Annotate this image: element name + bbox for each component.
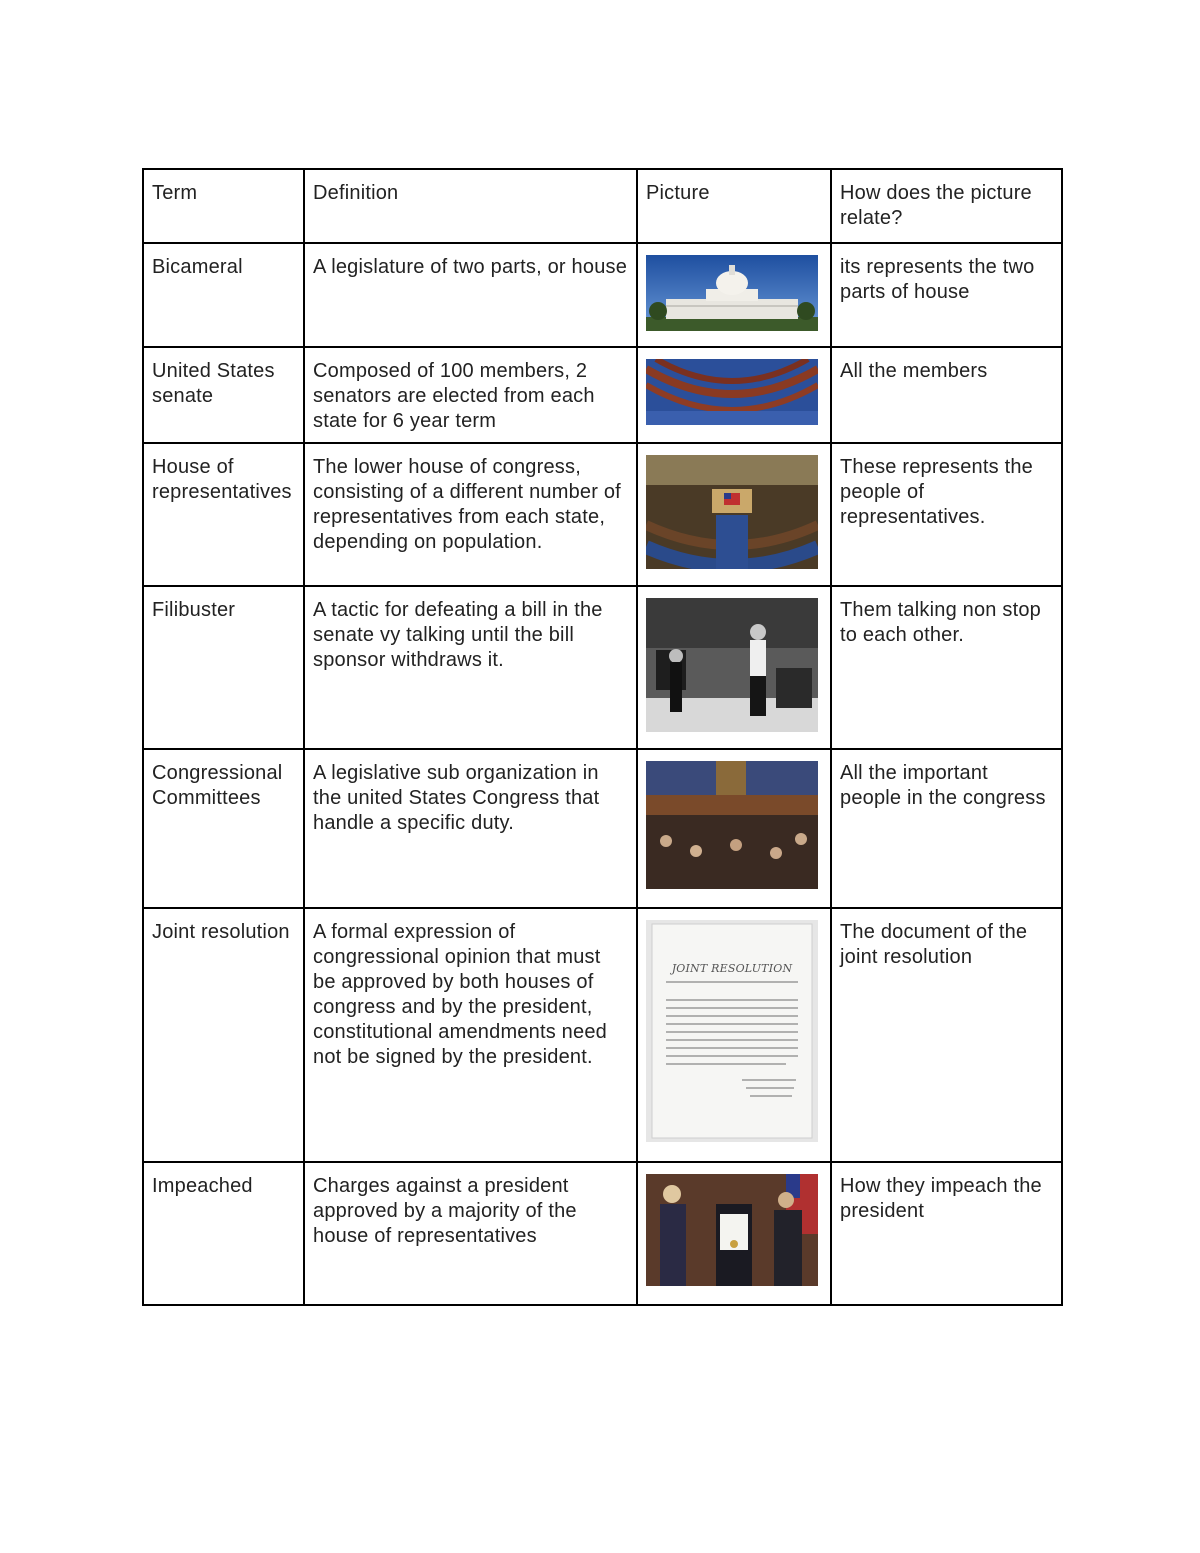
definition-cell: Composed of 100 members, 2 senators are elected from each state for 6 year term: [304, 347, 637, 443]
header-relation: How does the picture relate?: [831, 169, 1062, 243]
definition-cell: A legislature of two parts, or house: [304, 243, 637, 347]
term-cell: House of representatives: [143, 443, 304, 586]
term-cell: Filibuster: [143, 586, 304, 749]
header-term: Term: [143, 169, 304, 243]
document-title-text: JOINT RESOLUTION: [671, 962, 793, 975]
committee-hearing-photo: [646, 761, 818, 889]
term-cell: Joint resolution: [143, 908, 304, 1162]
table-row: [143, 243, 1062, 347]
definition-cell: A formal expression of congressional opinion that must be approved by both houses of congress and by the president, constitutional amendments need not be signed by the president.: [304, 908, 637, 1162]
definition-cell: A legislative sub organization in the united States Congress that handle a specific duty.: [304, 749, 637, 908]
table-row: [143, 443, 1062, 586]
relation-cell: How they impeach the president: [831, 1162, 1062, 1305]
term-cell: Bicameral: [143, 243, 304, 347]
header-definition: Definition: [304, 169, 637, 243]
picture-cell: [637, 1162, 831, 1305]
table-row: [143, 749, 1062, 908]
impeachment-signing-photo: [646, 1174, 818, 1286]
picture-cell: [637, 749, 831, 908]
definition-cell: The lower house of congress, consisting of a different number of representatives from each state, depending on population.: [304, 443, 637, 586]
term-cell: Impeached: [143, 1162, 304, 1305]
term-cell: Congressional Committees: [143, 749, 304, 908]
header-picture: Picture: [637, 169, 831, 243]
house-chamber-photo: [646, 455, 818, 569]
senate-chamber-photo: [646, 359, 818, 425]
definition-cell: Charges against a president approved by a majority of the house of representatives: [304, 1162, 637, 1305]
picture-cell: [637, 243, 831, 347]
table-row: [143, 347, 1062, 443]
relation-cell: These represents the people of representatives.: [831, 443, 1062, 586]
filibuster-photo: [646, 598, 818, 732]
definition-cell: A tactic for defeating a bill in the senate vy talking until the bill sponsor withdraws it.: [304, 586, 637, 749]
picture-cell: [637, 347, 831, 443]
relation-cell: The document of the joint resolution: [831, 908, 1062, 1162]
picture-cell: [637, 586, 831, 749]
table-row: [143, 1162, 1062, 1305]
relation-cell: All the important people in the congress: [831, 749, 1062, 908]
relation-cell: All the members: [831, 347, 1062, 443]
relation-cell: Them talking non stop to each other.: [831, 586, 1062, 749]
table-row: [143, 586, 1062, 749]
capitol-building-photo: [646, 255, 818, 331]
table-row: [143, 908, 1062, 1162]
term-cell: United States senate: [143, 347, 304, 443]
picture-cell: [637, 443, 831, 586]
vocabulary-table: [142, 168, 1063, 1306]
picture-cell: [637, 908, 831, 1162]
relation-cell: its represents the two parts of house: [831, 243, 1062, 347]
header-row: [143, 169, 1062, 243]
joint-resolution-document-photo: [646, 920, 818, 1142]
